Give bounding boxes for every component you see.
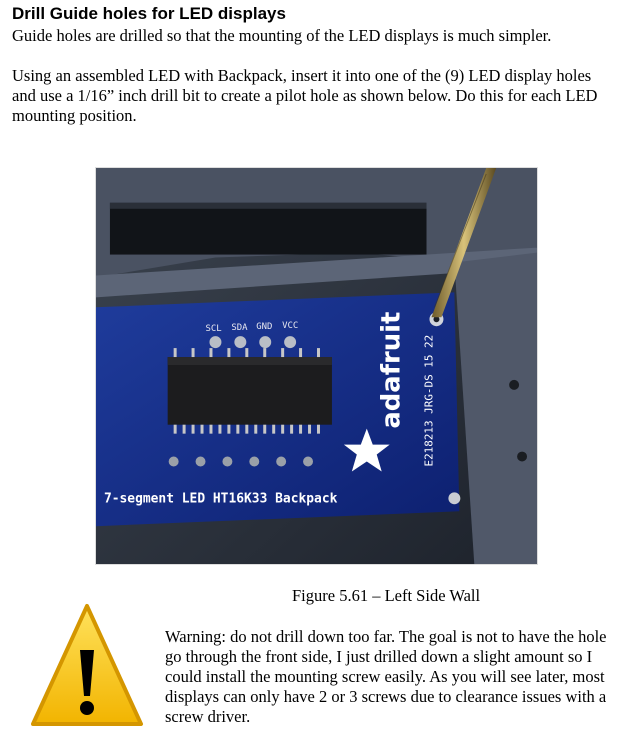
section-heading: Drill Guide holes for LED displays (12, 4, 286, 23)
pin-label-scl: SCL (205, 324, 222, 335)
board-id-text: E218213 JRG-DS 15 22 (422, 334, 436, 467)
intro-paragraph: Guide holes are drilled so that the mounting of the LED displays is much simpler. (12, 26, 552, 45)
pin-label-vcc: VCC (282, 321, 299, 332)
instruction-paragraph: Using an assembled LED with Backpack, insert it into one of the (9) LED display holes and use a 1/16” inch drill bit to create a pilot hole as shown below. Do this for each LED mounting position. (12, 66, 598, 125)
adafruit-logo-text: adafruit (376, 311, 407, 429)
warning-text: Warning: do not drill down too far. The goal is not to have the hole go through the front side, I just drilled down a slight amount so I could install the mounting screw easily. As you will see later, most displays can only have 2 or 3 screws due to clearance issues with a screw driver. (165, 627, 607, 726)
pin-label-gnd: GND (256, 322, 273, 333)
board-label-text: 7-segment LED HT16K33 Backpack (103, 491, 338, 507)
led-backpack-drilling-photo (95, 167, 538, 565)
figure-caption: Figure 5.61 – Left Side Wall (292, 586, 481, 605)
warning-triangle-icon (29, 600, 145, 730)
pin-label-sda: SDA (231, 323, 248, 334)
